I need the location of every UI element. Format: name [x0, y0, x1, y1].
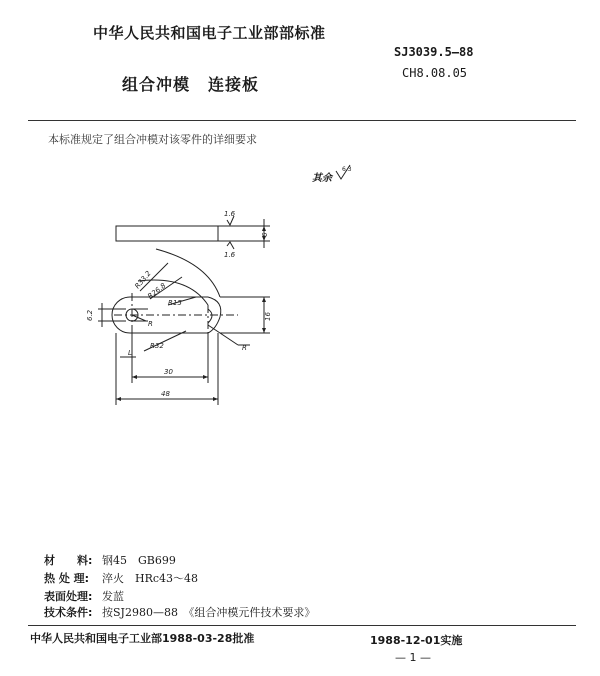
- title-main: 组合冲模: [122, 75, 191, 94]
- spec-material: [44, 552, 176, 568]
- roughness-symbol-icon: [334, 163, 364, 183]
- height-dim: 16: [264, 312, 272, 321]
- radius-r268: R26.8: [146, 281, 168, 301]
- classification-code: CH8.08.05: [402, 66, 468, 80]
- bottom-roughness-icon: [227, 242, 234, 249]
- roughness-note-label: 其余: [312, 173, 332, 184]
- document-title: [122, 72, 259, 95]
- org-title: 中华人民共和国电子工业部部标准: [93, 24, 326, 42]
- effective-date: 1988-12-01实施: [370, 634, 463, 647]
- radius-r-slot: R: [148, 320, 153, 328]
- spec-value: 按SJ2980—88 《组合冲模元件技术要求》: [102, 606, 316, 619]
- standard-code: SJ3039.5—88: [394, 45, 474, 59]
- hole-diameter-dim: 6.2: [86, 309, 94, 321]
- thickness-dim: 6: [261, 232, 269, 237]
- spec-value: 钢45 GB699: [102, 554, 176, 567]
- scope-text: 本标准规定了组合冲模对该零件的详细要求: [48, 133, 257, 146]
- page-number: — 1 —: [395, 651, 431, 664]
- spec-label: 材 料:: [44, 554, 93, 567]
- spec-technical-conditions: [44, 604, 315, 620]
- dim-l: L: [128, 349, 132, 357]
- spec-value: 发蓝: [102, 590, 124, 603]
- footer-rule: [28, 625, 576, 626]
- spec-label: 技术条件:: [44, 606, 93, 619]
- spec-surface-treatment: [44, 588, 124, 604]
- part-drawing: [78, 205, 298, 410]
- radius-r32: R32: [150, 342, 164, 350]
- dim-48: 48: [161, 390, 170, 398]
- spec-heat-treatment: [44, 570, 198, 586]
- radius-r15: R15: [168, 299, 182, 307]
- title-part: 连接板: [208, 75, 260, 94]
- spec-value: 淬火 HRc43～48: [102, 572, 199, 585]
- header-rule: [28, 120, 576, 121]
- side-view-outline: [116, 226, 218, 241]
- top-roughness-value: 1.6: [224, 210, 236, 218]
- roughness-value: 6.3: [342, 166, 352, 173]
- spec-label: 表面处理:: [44, 590, 93, 603]
- radius-r332: R33.2: [133, 269, 153, 291]
- bottom-roughness-value: 1.6: [224, 251, 236, 259]
- radius-r-hook: R: [242, 344, 247, 352]
- approval-line: 中华人民共和国电子工业部1988-03-28批准: [30, 632, 255, 645]
- spec-label: 热 处 理:: [44, 572, 90, 585]
- outer-arc: [156, 249, 220, 297]
- dim-30: 30: [164, 368, 173, 376]
